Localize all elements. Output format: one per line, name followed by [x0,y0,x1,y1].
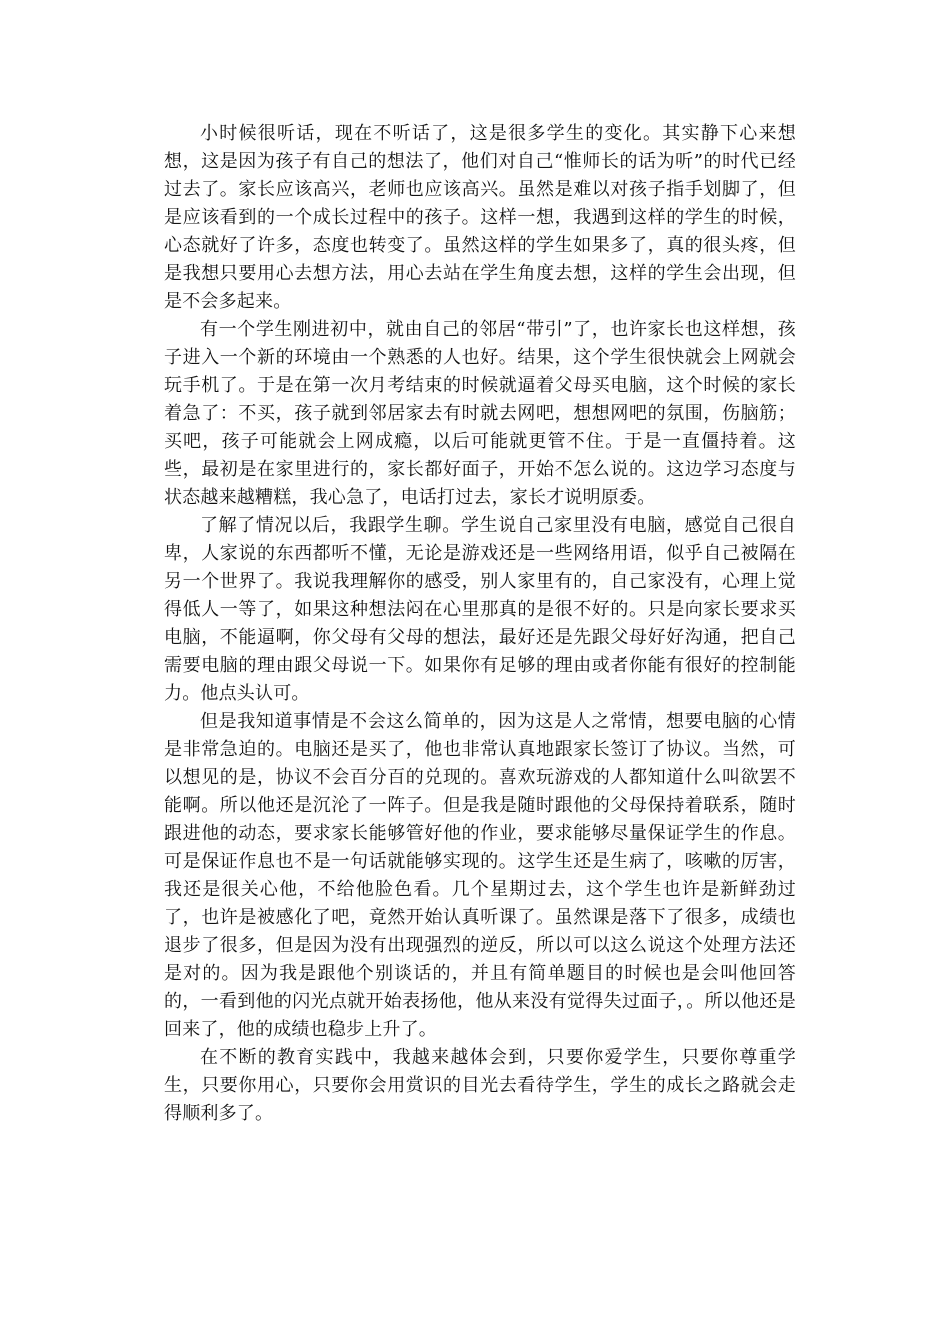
paragraph: 小时候很听话，现在不听话了，这是很多学生的变化。其实静下心来想想，这是因为孩子有自己的想法了，他们对自己“惟师长的话为听”的时代已经过去了。家长应该高兴，老师也应该高兴。虽然是难以对孩子指手划脚了，但是应该看到的一个成长过程中的孩子。这样一想，我遇到这样的学生的时候，心态就好了许多，态度也转变了。虽然这样的学生如果多了，真的很头疼，但是我想只要用心去想方法，用心去站在学生角度去想，这样的学生会出现，但是不会多起来。 [164,123,796,312]
paragraph: 在不断的教育实践中，我越来越体会到，只要你爱学生，只要你尊重学生，只要你用心，只要你会用赏识的目光去看待学生，学生的成长之路就会走得顺利多了。 [164,1047,796,1124]
paragraph: 但是我知道事情是不会这么简单的，因为这是人之常情，想要电脑的心情是非常急迫的。电脑还是买了，他也非常认真地跟家长签订了协议。当然，可以想见的是，协议不会百分百的兑现的。喜欢玩游戏的人都知道什么叫欲罢不能啊。所以他还是沉沦了一阵子。但是我是随时跟他的父母保持着联系，随时跟进他的动态，要求家长能够管好他的作业，要求能够尽量保证学生的作息。可是保证作息也不是一句话就能够实现的。这学生还是生病了，咳嗽的厉害，我还是很关心他，不给他脸色看。几个星期过去，这个学生也许是新鲜劲过了，也许是被感化了吧，竟然开始认真听课了。虽然课是落下了很多，成绩也退步了很多，但是因为没有出现强烈的逆反，所以可以这么说这个处理方法还是对的。因为我是跟他个别谈话的，并且有简单题目的时候也是会叫他回答的，一看到他的闪光点就开始表扬他，他从来没有觉得失过面子，。所以他还是回来了，他的成绩也稳步上升了。 [164,711,796,1040]
document-body [164,120,796,1128]
paragraph: 了解了情况以后，我跟学生聊。学生说自己家里没有电脑，感觉自己很自卑，人家说的东西都听不懂，无论是游戏还是一些网络用语，似乎自己被隔在另一个世界了。我说我理解你的感受，别人家里有的，自己家没有，心理上觉得低人一等了，如果这种想法闷在心里那真的是很不好的。只是向家长要求买电脑，不能逼啊，你父母有父母的想法，最好还是先跟父母好好沟通，把自己需要电脑的理由跟父母说一下。如果你有足够的理由或者你能有很好的控制能力。他点头认可。 [164,515,796,704]
paragraph: 有一个学生刚进初中，就由自己的邻居“带引”了，也许家长也这样想，孩子进入一个新的环境由一个熟悉的人也好。结果，这个学生很快就会上网就会玩手机了。于是在第一次月考结束的时候就逼着父母买电脑，这个时候的家长着急了：不买，孩子就到邻居家去有时就去网吧，想想网吧的氛围，伤脑筋；买吧，孩子可能就会上网成瘾，以后可能就更管不住。于是一直僵持着。这些，最初是在家里进行的，家长都好面子，开始不怎么说的。这边学习态度与状态越来越糟糕，我心急了，电话打过去，家长才说明原委。 [164,319,796,508]
